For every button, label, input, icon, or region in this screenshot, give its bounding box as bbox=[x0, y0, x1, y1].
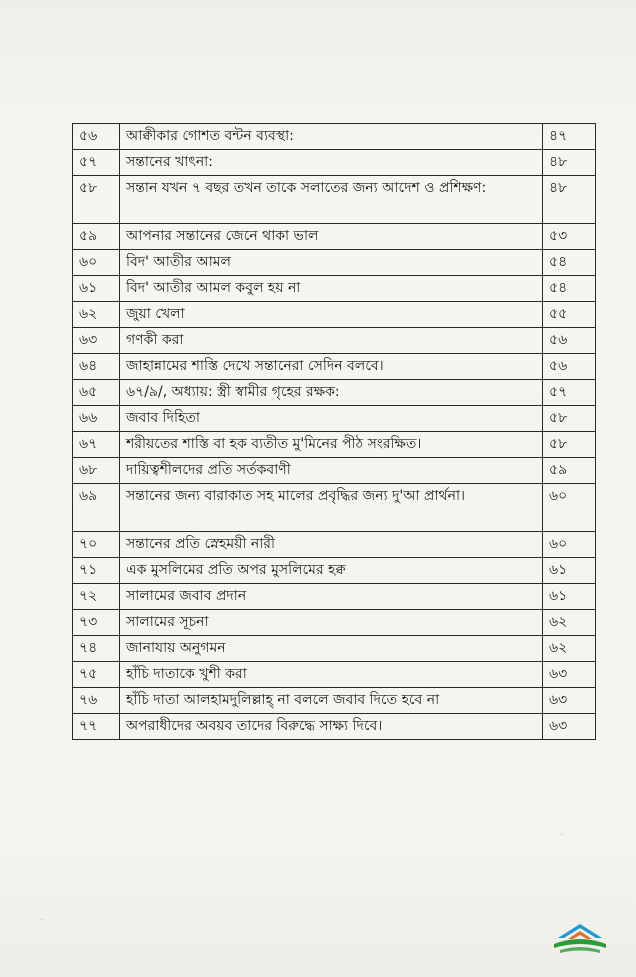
entry-number: ৫৬ bbox=[73, 124, 120, 150]
toc-row bbox=[73, 176, 596, 224]
entry-number: ৭০ bbox=[73, 532, 120, 558]
entry-page: ৫৫ bbox=[543, 302, 596, 328]
toc-row bbox=[73, 662, 596, 688]
toc-row bbox=[73, 124, 596, 150]
entry-title: হাঁচি দাতাকে খুশী করা bbox=[120, 662, 543, 688]
entry-page: ৫৮ bbox=[543, 432, 596, 458]
entry-number: ৭৬ bbox=[73, 688, 120, 714]
entry-page: ৪৭ bbox=[543, 124, 596, 150]
entry-number: ৭৩ bbox=[73, 610, 120, 636]
toc-row bbox=[73, 484, 596, 532]
entry-page: ৬৩ bbox=[543, 688, 596, 714]
entry-title: আক্বীকার গোশত বন্টন ব্যবস্থা: bbox=[120, 124, 543, 150]
entry-page: ৫৪ bbox=[543, 250, 596, 276]
scan-speck: · bbox=[560, 830, 564, 841]
entry-number: ৭২ bbox=[73, 584, 120, 610]
entry-page: ৬৩ bbox=[543, 662, 596, 688]
entry-number: ৬৮ bbox=[73, 458, 120, 484]
entry-number: ৫৮ bbox=[73, 176, 120, 224]
toc-row bbox=[73, 406, 596, 432]
entry-title: দায়িত্বশীলদের প্রতি সর্তকবাণী bbox=[120, 458, 543, 484]
entry-title: গণকী করা bbox=[120, 328, 543, 354]
scan-speck: · bbox=[40, 915, 44, 926]
toc-row bbox=[73, 688, 596, 714]
entry-number: ৬০ bbox=[73, 250, 120, 276]
publisher-logo-icon bbox=[550, 918, 610, 958]
entry-page: ৬২ bbox=[543, 610, 596, 636]
entry-title: বিদ' আতীর আমল কবুল হয় না bbox=[120, 276, 543, 302]
entry-page: ৬১ bbox=[543, 584, 596, 610]
entry-page: ৪৮ bbox=[543, 150, 596, 176]
entry-number: ৬৩ bbox=[73, 328, 120, 354]
entry-title: জাহান্নামের শাস্তি দেখে সন্তানেরা সেদিন বলবে। bbox=[120, 354, 543, 380]
toc-row bbox=[73, 224, 596, 250]
toc-row bbox=[73, 558, 596, 584]
toc-row bbox=[73, 532, 596, 558]
entry-title: সন্তান যখন ৭ বছর তখন তাকে সলাতের জন্য আদেশ ও প্রশিক্ষণ: bbox=[120, 176, 543, 224]
entry-page: ৫৬ bbox=[543, 328, 596, 354]
entry-page: ৫৪ bbox=[543, 276, 596, 302]
toc-row bbox=[73, 584, 596, 610]
entry-page: ৫৭ bbox=[543, 380, 596, 406]
entry-page: ৪৮ bbox=[543, 176, 596, 224]
entry-page: ৫৩ bbox=[543, 224, 596, 250]
entry-number: ৬৭ bbox=[73, 432, 120, 458]
toc-row bbox=[73, 150, 596, 176]
entry-title: জবাব দিহিতা bbox=[120, 406, 543, 432]
entry-page: ৬০ bbox=[543, 484, 596, 532]
entry-title: আপনার সন্তানের জেনে থাকা ভাল bbox=[120, 224, 543, 250]
entry-number: ৫৭ bbox=[73, 150, 120, 176]
entry-title: বিদ' আতীর আমল bbox=[120, 250, 543, 276]
toc-row bbox=[73, 714, 596, 740]
entry-page: ৫৯ bbox=[543, 458, 596, 484]
entry-number: ৬৯ bbox=[73, 484, 120, 532]
entry-title: জানাযায় অনুগমন bbox=[120, 636, 543, 662]
entry-title: হাঁচি দাতা আলহামদুলিল্লাহ্ না বললে জবাব দিতে হবে না bbox=[120, 688, 543, 714]
entry-page: ৫৬ bbox=[543, 354, 596, 380]
entry-number: ৬৫ bbox=[73, 380, 120, 406]
entry-number: ৭৪ bbox=[73, 636, 120, 662]
toc-row bbox=[73, 636, 596, 662]
entry-page: ৫৮ bbox=[543, 406, 596, 432]
entry-number: ৬২ bbox=[73, 302, 120, 328]
entry-title: জুয়া খেলা bbox=[120, 302, 543, 328]
entry-page: ৬২ bbox=[543, 636, 596, 662]
entry-page: ৬৩ bbox=[543, 714, 596, 740]
toc-row bbox=[73, 610, 596, 636]
toc-row bbox=[73, 328, 596, 354]
toc-row bbox=[73, 380, 596, 406]
entry-number: ৬৪ bbox=[73, 354, 120, 380]
entry-number: ৬১ bbox=[73, 276, 120, 302]
toc-row bbox=[73, 302, 596, 328]
table-of-contents bbox=[72, 123, 596, 740]
entry-page: ৬০ bbox=[543, 532, 596, 558]
entry-title: সালামের জবাব প্রদান bbox=[120, 584, 543, 610]
entry-page: ৬১ bbox=[543, 558, 596, 584]
entry-number: ৫৯ bbox=[73, 224, 120, 250]
toc-row bbox=[73, 250, 596, 276]
entry-number: ৭৫ bbox=[73, 662, 120, 688]
entry-number: ৭১ bbox=[73, 558, 120, 584]
entry-title: শরীয়তের শাস্তি বা হক ব্যতীত মু'মিনের পীঠ সংরক্ষিত। bbox=[120, 432, 543, 458]
entry-title: সালামের সূচনা bbox=[120, 610, 543, 636]
entry-title: ৬৭/৯/, অধ্যায়: স্ত্রী স্বামীর গৃহের রক্ষক: bbox=[120, 380, 543, 406]
toc-row bbox=[73, 354, 596, 380]
toc-row bbox=[73, 458, 596, 484]
entry-number: ৬৬ bbox=[73, 406, 120, 432]
entry-title: সন্তানের জন্য বারাকাত সহ মালের প্রবৃদ্ধির জন্য দু'আ প্রার্থনা। bbox=[120, 484, 543, 532]
entry-title: সন্তানের প্রতি স্নেহময়ী নারী bbox=[120, 532, 543, 558]
entry-title: অপরাধীদের অবয়ব তাদের বিরুদ্ধে সাক্ষ্য দিবে। bbox=[120, 714, 543, 740]
entry-title: সন্তানের খাৎনা: bbox=[120, 150, 543, 176]
entry-title: এক মুসলিমের প্রতি অপর মুসলিমের হক্ব bbox=[120, 558, 543, 584]
toc-row bbox=[73, 276, 596, 302]
entry-number: ৭৭ bbox=[73, 714, 120, 740]
toc-row bbox=[73, 432, 596, 458]
